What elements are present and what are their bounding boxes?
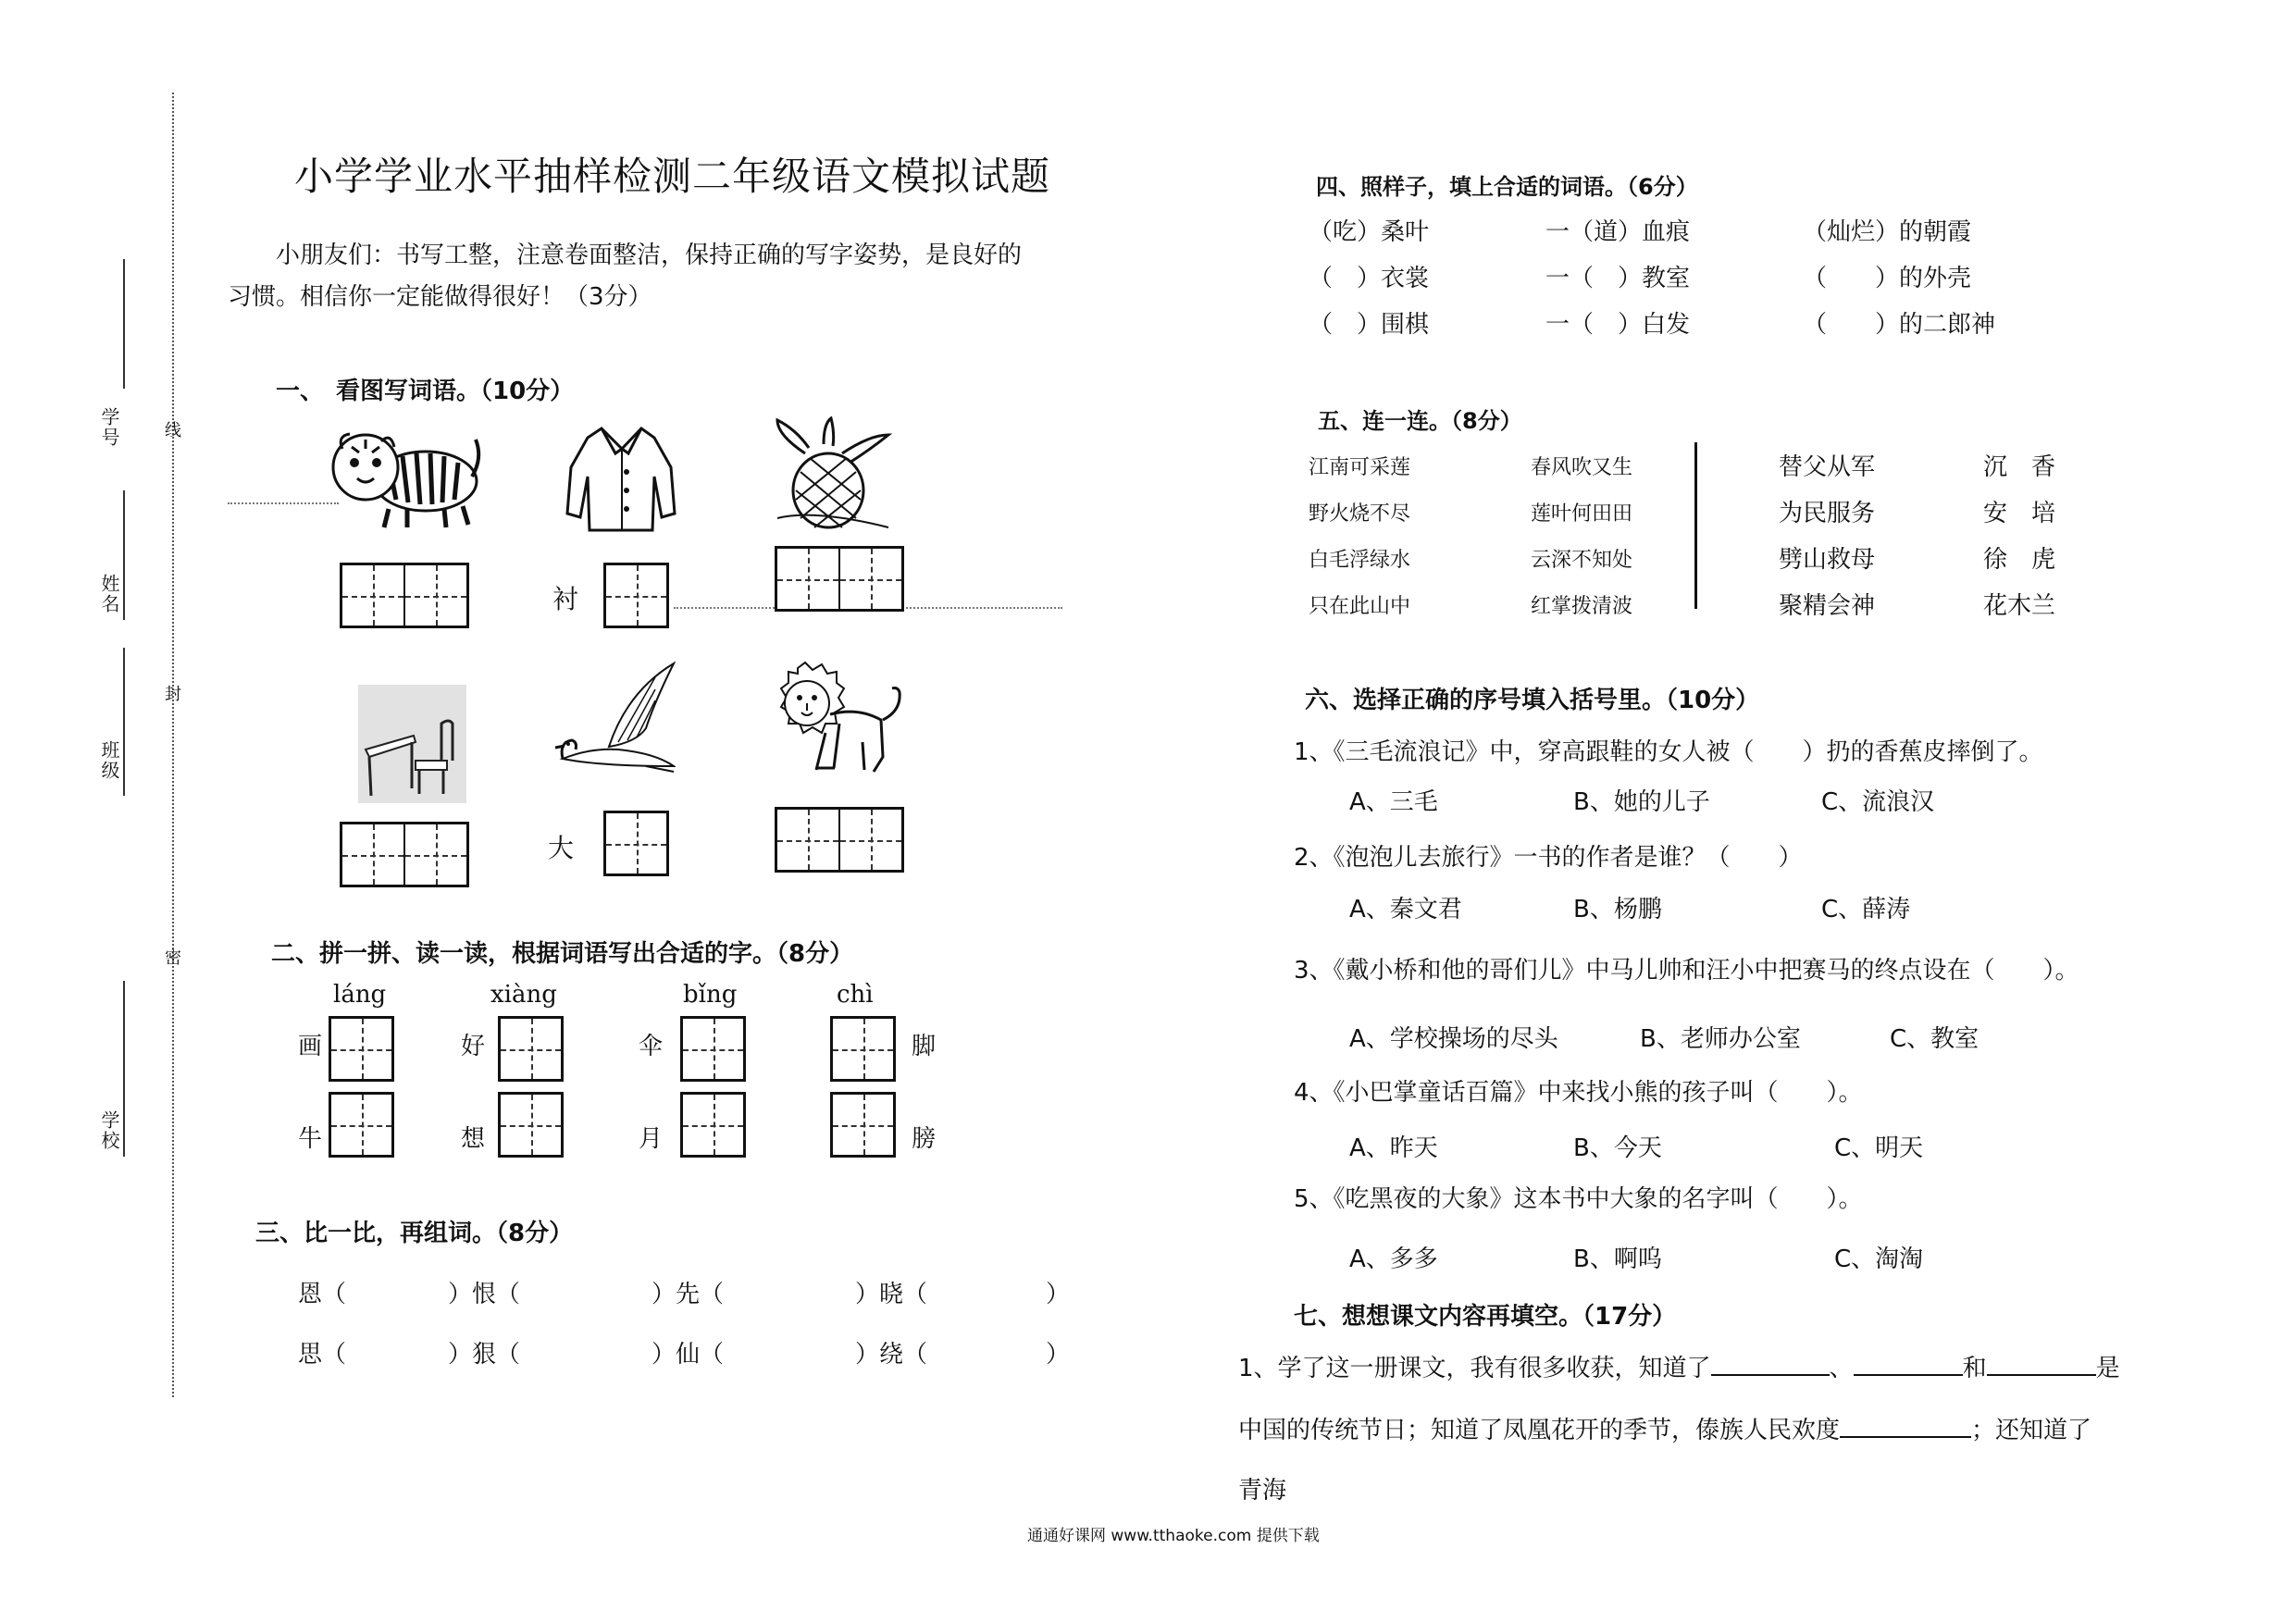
lion-image xyxy=(761,659,904,779)
prefix-da: 大 xyxy=(548,833,575,863)
char-niu: 牛 xyxy=(298,1125,323,1153)
q3-opt-c[interactable]: C、教室 xyxy=(1890,1025,1980,1053)
fill-line-1-end: 是 xyxy=(2095,1355,2120,1382)
q5-opt-a[interactable]: A、多多 xyxy=(1349,1245,1438,1273)
q1-text: 1、《三毛流浪记》中，穿高跟鞋的女人被（ ）扔的香蕉皮摔倒了。 xyxy=(1294,738,2043,766)
fill-blank-4[interactable] xyxy=(1840,1436,1971,1438)
q4-opt-a[interactable]: A、昨天 xyxy=(1349,1134,1438,1162)
pineapple-image xyxy=(768,416,898,537)
fill-blank-2[interactable] xyxy=(1854,1374,1963,1376)
pinyin-box-chi-2[interactable] xyxy=(830,1092,896,1158)
desk-chair-image xyxy=(358,685,466,803)
pinyin-bing: bǐng xyxy=(683,981,738,1009)
section2-heading: 二、拼一拼、读一读，根据词语写出合适的字。（8分） xyxy=(271,940,854,968)
q2-opt-c[interactable]: C、薛涛 xyxy=(1821,896,1911,923)
poem-right-1: 春风吹又生 xyxy=(1531,456,1633,479)
section1-heading: 一、 看图写词语。（10分） xyxy=(276,378,575,405)
school-label: 学校 xyxy=(98,1110,120,1151)
seal-secret-char: 密 xyxy=(162,948,181,967)
q1-opt-c[interactable]: C、流浪汉 xyxy=(1821,788,1935,816)
s4-row1-col3: （灿烂）的朝霞 xyxy=(1803,218,1972,246)
q3-opt-a[interactable]: A、学校操场的尽头 xyxy=(1349,1025,1558,1053)
q4-opt-b[interactable]: B、今天 xyxy=(1573,1134,1662,1162)
deed-4: 聚精会神 xyxy=(1779,592,1876,620)
pinyin-box-chi-1[interactable] xyxy=(830,1016,896,1082)
s4-row3-col2: 一（ ）白发 xyxy=(1545,311,1691,339)
fill-line-1 xyxy=(1238,1349,2120,1383)
char-hao: 好 xyxy=(461,1033,486,1060)
q2-opt-b[interactable]: B、杨鹏 xyxy=(1573,896,1662,923)
s4-row3-col1: （ ）围棋 xyxy=(1309,311,1430,339)
poem-left-2: 野火烧不尽 xyxy=(1309,502,1411,526)
section7-heading: 七、想想课文内容再填空。（17分） xyxy=(1294,1303,1677,1331)
q4-text: 4、《小巴掌童话百篇》中来找小熊的孩子叫（ ）。 xyxy=(1294,1079,1863,1107)
pinyin-box-bing-1[interactable] xyxy=(680,1016,746,1082)
section4-heading: 四、照样子，填上合适的词语。（6分） xyxy=(1316,174,1698,200)
person-4: 花木兰 xyxy=(1983,592,2056,620)
poem-left-4: 只在此山中 xyxy=(1309,595,1411,618)
s4-row2-col2: 一（ ）教室 xyxy=(1545,265,1691,292)
pinyin-xiang: xiàng xyxy=(490,981,557,1009)
school-line xyxy=(123,981,125,1157)
fill-blank-1[interactable] xyxy=(1711,1374,1830,1376)
compare-row2-b: ）狠（ xyxy=(448,1341,521,1369)
page-title: 小学学业水平抽样检测二年级语文模拟试题 xyxy=(294,154,1051,199)
pinyin-box-lang-1[interactable] xyxy=(329,1016,394,1082)
answer-box-goose[interactable] xyxy=(603,811,669,876)
q1-opt-b[interactable]: B、她的儿子 xyxy=(1573,788,1710,816)
fill-blank-3[interactable] xyxy=(1987,1374,2096,1376)
char-yue: 月 xyxy=(639,1125,664,1153)
compare-row1-a: 恩（ xyxy=(298,1281,347,1308)
class-line xyxy=(123,648,125,796)
s4-row2-col3: （ ）的外壳 xyxy=(1803,265,1972,292)
answer-box-tiger[interactable] xyxy=(340,563,469,628)
s4-row3-col3: （ ）的二郎神 xyxy=(1803,311,1996,339)
fill-line-3: 青海 xyxy=(1238,1477,1287,1505)
footer-text: 通通好课网 www.tthaoke.com 提供下载 xyxy=(1027,1527,1320,1545)
q5-opt-b[interactable]: B、啊呜 xyxy=(1573,1245,1662,1273)
pinyin-box-lang-2[interactable] xyxy=(329,1092,394,1158)
section5-heading: 五、连一连。（8分） xyxy=(1318,408,1522,434)
poem-right-2: 莲叶何田田 xyxy=(1531,502,1633,526)
pinyin-chi: chì xyxy=(837,981,874,1009)
char-xiang: 想 xyxy=(461,1125,486,1153)
class-label: 班级 xyxy=(98,740,120,781)
deed-3: 劈山救母 xyxy=(1779,546,1876,574)
fill-line-1-and: 和 xyxy=(1962,1355,1987,1382)
name-label: 姓名 xyxy=(98,574,120,614)
compare-row2-d: ）绕（ xyxy=(855,1341,928,1369)
q5-text: 5、《吃黑夜的大象》这本书中大象的名字叫（ ）。 xyxy=(1294,1185,1863,1213)
answer-box-desk[interactable] xyxy=(340,822,469,887)
compare-row1-d: ）晓（ xyxy=(855,1281,928,1308)
compare-row1-c: ）先（ xyxy=(652,1281,725,1308)
deed-2: 为民服务 xyxy=(1779,500,1876,527)
answer-box-shirt[interactable] xyxy=(603,563,669,628)
answer-box-pineapple[interactable] xyxy=(775,546,904,612)
char-hua: 画 xyxy=(298,1033,323,1060)
pinyin-box-xiang-2[interactable] xyxy=(498,1092,564,1158)
fill-line-2 xyxy=(1238,1411,2091,1445)
compare-row1-end: ） xyxy=(1046,1281,1071,1308)
fill-line-1-text-a: 1、学了这一册课文，我有很多收获，知道了 xyxy=(1238,1355,1711,1382)
q2-text: 2、《泡泡儿去旅行》一书的作者是谁？（ ） xyxy=(1294,844,1803,872)
intro-line-2: 习惯。相信你一定能做得很好！（3分） xyxy=(228,283,652,311)
compare-row2-end: ） xyxy=(1046,1341,1071,1369)
char-jiao: 脚 xyxy=(912,1033,937,1060)
q2-opt-a[interactable]: A、秦文君 xyxy=(1349,896,1462,923)
seal-line-char: 线 xyxy=(162,421,181,440)
person-3: 徐 虎 xyxy=(1983,546,2056,574)
s4-row1-col2: 一（道）血痕 xyxy=(1545,218,1691,246)
q3-text: 3、《戴小桥和他的哥们儿》中马儿帅和汪小中把赛马的终点设在（ ）。 xyxy=(1294,957,2079,985)
shirt-image xyxy=(560,421,685,537)
q5-opt-c[interactable]: C、淘淘 xyxy=(1834,1245,1924,1273)
prefix-chen: 衬 xyxy=(552,584,579,614)
tiger-image xyxy=(324,421,481,532)
fill-line-2-text-b: ；还知道了 xyxy=(1971,1417,2092,1444)
goose-image xyxy=(553,659,676,779)
compare-row2-c: ）仙（ xyxy=(652,1341,725,1369)
q3-opt-b[interactable]: B、老师办公室 xyxy=(1640,1025,1801,1053)
seal-seal-char: 封 xyxy=(162,685,181,703)
compare-row1-b: ）恨（ xyxy=(448,1281,521,1308)
person-1: 沉 香 xyxy=(1983,453,2056,481)
q1-opt-a[interactable]: A、三毛 xyxy=(1349,788,1438,816)
pinyin-box-xiang-1[interactable] xyxy=(498,1016,564,1082)
fill-line-2-text-a: 中国的传统节日；知道了凤凰花开的季节，傣族人民欢度 xyxy=(1238,1417,1841,1444)
fill-line-1-sep: 、 xyxy=(1829,1355,1854,1382)
poem-right-3: 云深不知处 xyxy=(1531,549,1633,572)
student-id-label: 学号 xyxy=(98,407,120,448)
match-divider xyxy=(1694,442,1697,609)
intro-line-1: 小朋友们：书写工整，注意卷面整洁，保持正确的写字姿势，是良好的 xyxy=(276,242,1023,269)
section6-heading: 六、选择正确的序号填入括号里。（10分） xyxy=(1305,687,1760,714)
s4-row2-col1: （ ）衣裳 xyxy=(1309,265,1430,292)
binding-dotted-line xyxy=(172,93,174,1397)
pinyin-box-bing-2[interactable] xyxy=(680,1092,746,1158)
answer-box-lion[interactable] xyxy=(775,807,904,873)
poem-left-3: 白毛浮绿水 xyxy=(1309,549,1411,572)
poem-right-4: 红掌拨清波 xyxy=(1531,595,1633,618)
name-line xyxy=(123,490,125,620)
compare-row2-a: 思（ xyxy=(298,1341,347,1369)
s4-row1-col1: （吃）桑叶 xyxy=(1309,218,1430,246)
poem-left-1: 江南可采莲 xyxy=(1309,456,1411,479)
person-2: 安 培 xyxy=(1983,500,2056,527)
char-bang: 膀 xyxy=(912,1125,937,1153)
section3-heading: 三、比一比，再组词。（8分） xyxy=(255,1220,574,1247)
char-san: 伞 xyxy=(639,1033,664,1060)
deed-1: 替父从军 xyxy=(1779,453,1876,481)
student-id-line xyxy=(123,259,125,389)
binding-dotted-h-left xyxy=(228,502,339,504)
q4-opt-c[interactable]: C、明天 xyxy=(1834,1134,1924,1162)
pinyin-lang: láng xyxy=(333,981,387,1009)
